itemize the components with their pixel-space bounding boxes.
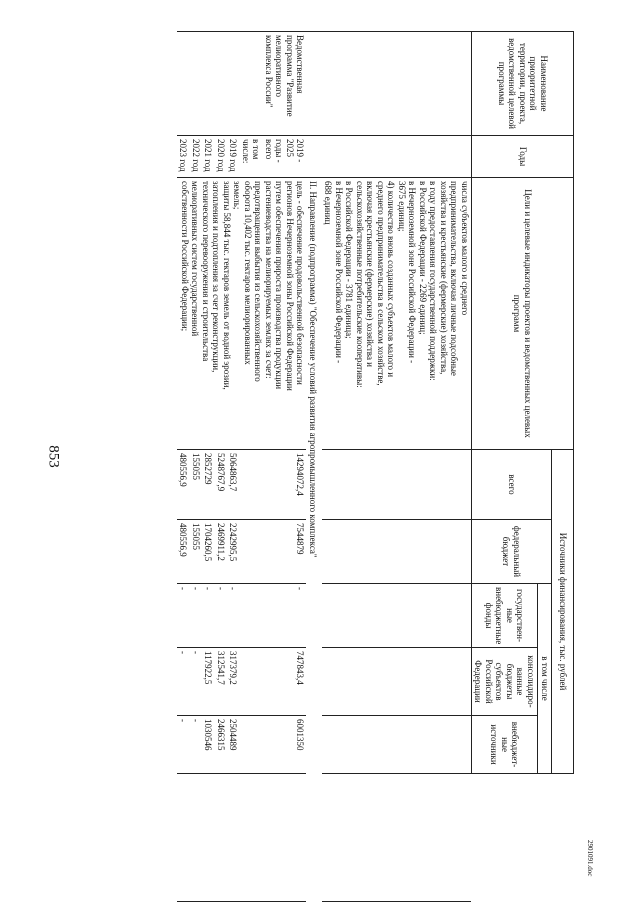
cell-consolidated: 317379,2 bbox=[227, 648, 240, 716]
continuation-line: 688 единиц bbox=[323, 181, 334, 225]
program-goals bbox=[177, 178, 307, 450]
section-title: II. Направление (подпрограмма) "Обеспечение условий развития агропромышленного комплекса" bbox=[307, 178, 323, 902]
cell-state-funds: - bbox=[227, 584, 240, 648]
header-name: Наименование приоритетной территории, проекта, ведомственной целевой программы bbox=[472, 32, 574, 136]
cell-state-funds: - bbox=[202, 584, 215, 648]
continuation-line: в Российской Федерации - 2269 единиц; bbox=[418, 181, 428, 335]
goal-line: путем обеспечения прироста производства продукции bbox=[274, 181, 285, 390]
cell-total: 5248767,9 bbox=[215, 450, 228, 520]
header-years: Годы bbox=[472, 136, 574, 178]
goal-line: растениеводства на мелиорируемых землях за счет: bbox=[264, 181, 274, 379]
cell-federal: 7544879 bbox=[263, 520, 307, 584]
footer-doc-code: 2901091.doc bbox=[586, 840, 594, 877]
cell-consolidated: - bbox=[190, 648, 203, 716]
cell-offbudget: - bbox=[190, 716, 203, 774]
cell-state-funds: - bbox=[215, 584, 228, 648]
goal-line: земель; bbox=[232, 181, 243, 210]
page-number: 853 bbox=[45, 445, 62, 468]
header-federal: федеральный бюджет bbox=[472, 520, 552, 584]
row-year: 2022 год bbox=[190, 136, 203, 178]
goal-line: предотвращения выбытия из сельскохозяйственного bbox=[253, 181, 264, 382]
continuation-line: среднего предпринимательства в сельском хозяйстве, bbox=[376, 181, 386, 386]
header-goals: Цели и целевые индикаторы проектов и ведомственных целевых программ bbox=[472, 178, 574, 450]
cell-total: 480556,9 bbox=[177, 450, 190, 520]
cell-consolidated: 312541,7 bbox=[215, 648, 228, 716]
cell-offbudget: 1030546 bbox=[202, 716, 215, 774]
continuation-line: в году предоставления государственной поддержки: bbox=[428, 181, 439, 381]
funding-table-sheet bbox=[70, 31, 574, 901]
header-consolidated: консолидиро-ванные бюджеты субъектов Российской Федерации bbox=[472, 648, 538, 716]
cell-offbudget: 2466315 bbox=[215, 716, 228, 774]
cell-federal: 480556,9 bbox=[177, 520, 190, 584]
row-year: 2020 год bbox=[215, 136, 228, 178]
header-including: в том числе bbox=[538, 584, 552, 774]
goal-line: цель - обеспечение продовольственной безопасности bbox=[295, 181, 306, 385]
goal-line: собственности Российской Федерации; bbox=[180, 181, 190, 332]
funding-table bbox=[177, 31, 574, 902]
continuation-line: 3675 единиц; bbox=[397, 181, 407, 232]
row-year: в том числе: bbox=[240, 136, 263, 178]
goal-line: защиты 58,844 тыс. гектаров земель от водной эрозии, bbox=[222, 181, 232, 390]
cell-federal: 155055 bbox=[190, 520, 203, 584]
continuation-line: сельскохозяйственные потребительские кооперативы: bbox=[355, 181, 365, 388]
cell-offbudget: 2504489 bbox=[227, 716, 240, 774]
row-year: 2019 - 2025 годы - всего bbox=[263, 136, 307, 178]
cell-consolidated: - bbox=[177, 648, 190, 716]
cell-state-funds: - bbox=[263, 584, 307, 648]
continuation-line: в Нечерноземной зоне Российской Федерации - bbox=[407, 181, 418, 364]
goal-line: затопления и подтопления за счет реконструкции, bbox=[211, 181, 222, 373]
cell-consolidated: 117922,5 bbox=[202, 648, 215, 716]
continuation-line: 4) количество вновь созданных субъектов малого и bbox=[386, 181, 397, 378]
cell-total: 5064863,7 bbox=[227, 450, 240, 520]
cell-total: 2852729 bbox=[202, 450, 215, 520]
header-funding-group: Источники финансирования, тыс. рублей bbox=[552, 450, 574, 774]
continuation-line: числа субъектов малого и среднего bbox=[460, 181, 470, 316]
continuation-line: включая крестьянские (фермерские) хозяйства и bbox=[365, 181, 376, 368]
cell-state-funds: - bbox=[177, 584, 190, 648]
continuation-line: в Российской Федерации - 3781 единица; bbox=[344, 181, 355, 339]
row-year: 2019 год bbox=[227, 136, 240, 178]
continuation-line: предпринимательства, включая личные подсобные bbox=[449, 181, 460, 376]
row-year: 2023 год bbox=[177, 136, 190, 178]
goal-line: технического перевооружения и строительства bbox=[201, 181, 211, 362]
header-offbudget: внебюджет-ные источники bbox=[472, 716, 538, 774]
cell-federal: 2242995,5 bbox=[227, 520, 240, 584]
header-total: всего bbox=[472, 450, 552, 520]
continuation-line: хозяйства и крестьянские (фермерские) хозяйства, bbox=[439, 181, 449, 375]
cell-total: 155055 bbox=[190, 450, 203, 520]
cell-state-funds: - bbox=[190, 584, 203, 648]
goal-line: регионов Нечерноземной зоны Российской Федерации bbox=[285, 181, 295, 391]
cell-federal: 2469911,2 bbox=[215, 520, 228, 584]
continuation-goals bbox=[322, 178, 472, 450]
header-state-funds: государствен-ные внебюджетные фонды bbox=[472, 584, 538, 648]
program-name: Ведомственная программа "Развитие мелиоративного комплекса России" bbox=[177, 32, 307, 136]
continuation-line: в Нечерноземной зоне Российской Федерации - bbox=[334, 181, 344, 364]
cell-federal: 1704260,5 bbox=[202, 520, 215, 584]
cell-total: 14294072,4 bbox=[263, 450, 307, 520]
goal-line: мелиоративных систем государственной bbox=[190, 181, 201, 337]
cell-consolidated: 747843,4 bbox=[263, 648, 307, 716]
row-year: 2021 год bbox=[202, 136, 215, 178]
cell-offbudget: - bbox=[177, 716, 190, 774]
goal-line: оборота 10,402 тыс. гектаров мелиорированных bbox=[243, 181, 253, 365]
cell-offbudget: 6001350 bbox=[263, 716, 307, 774]
